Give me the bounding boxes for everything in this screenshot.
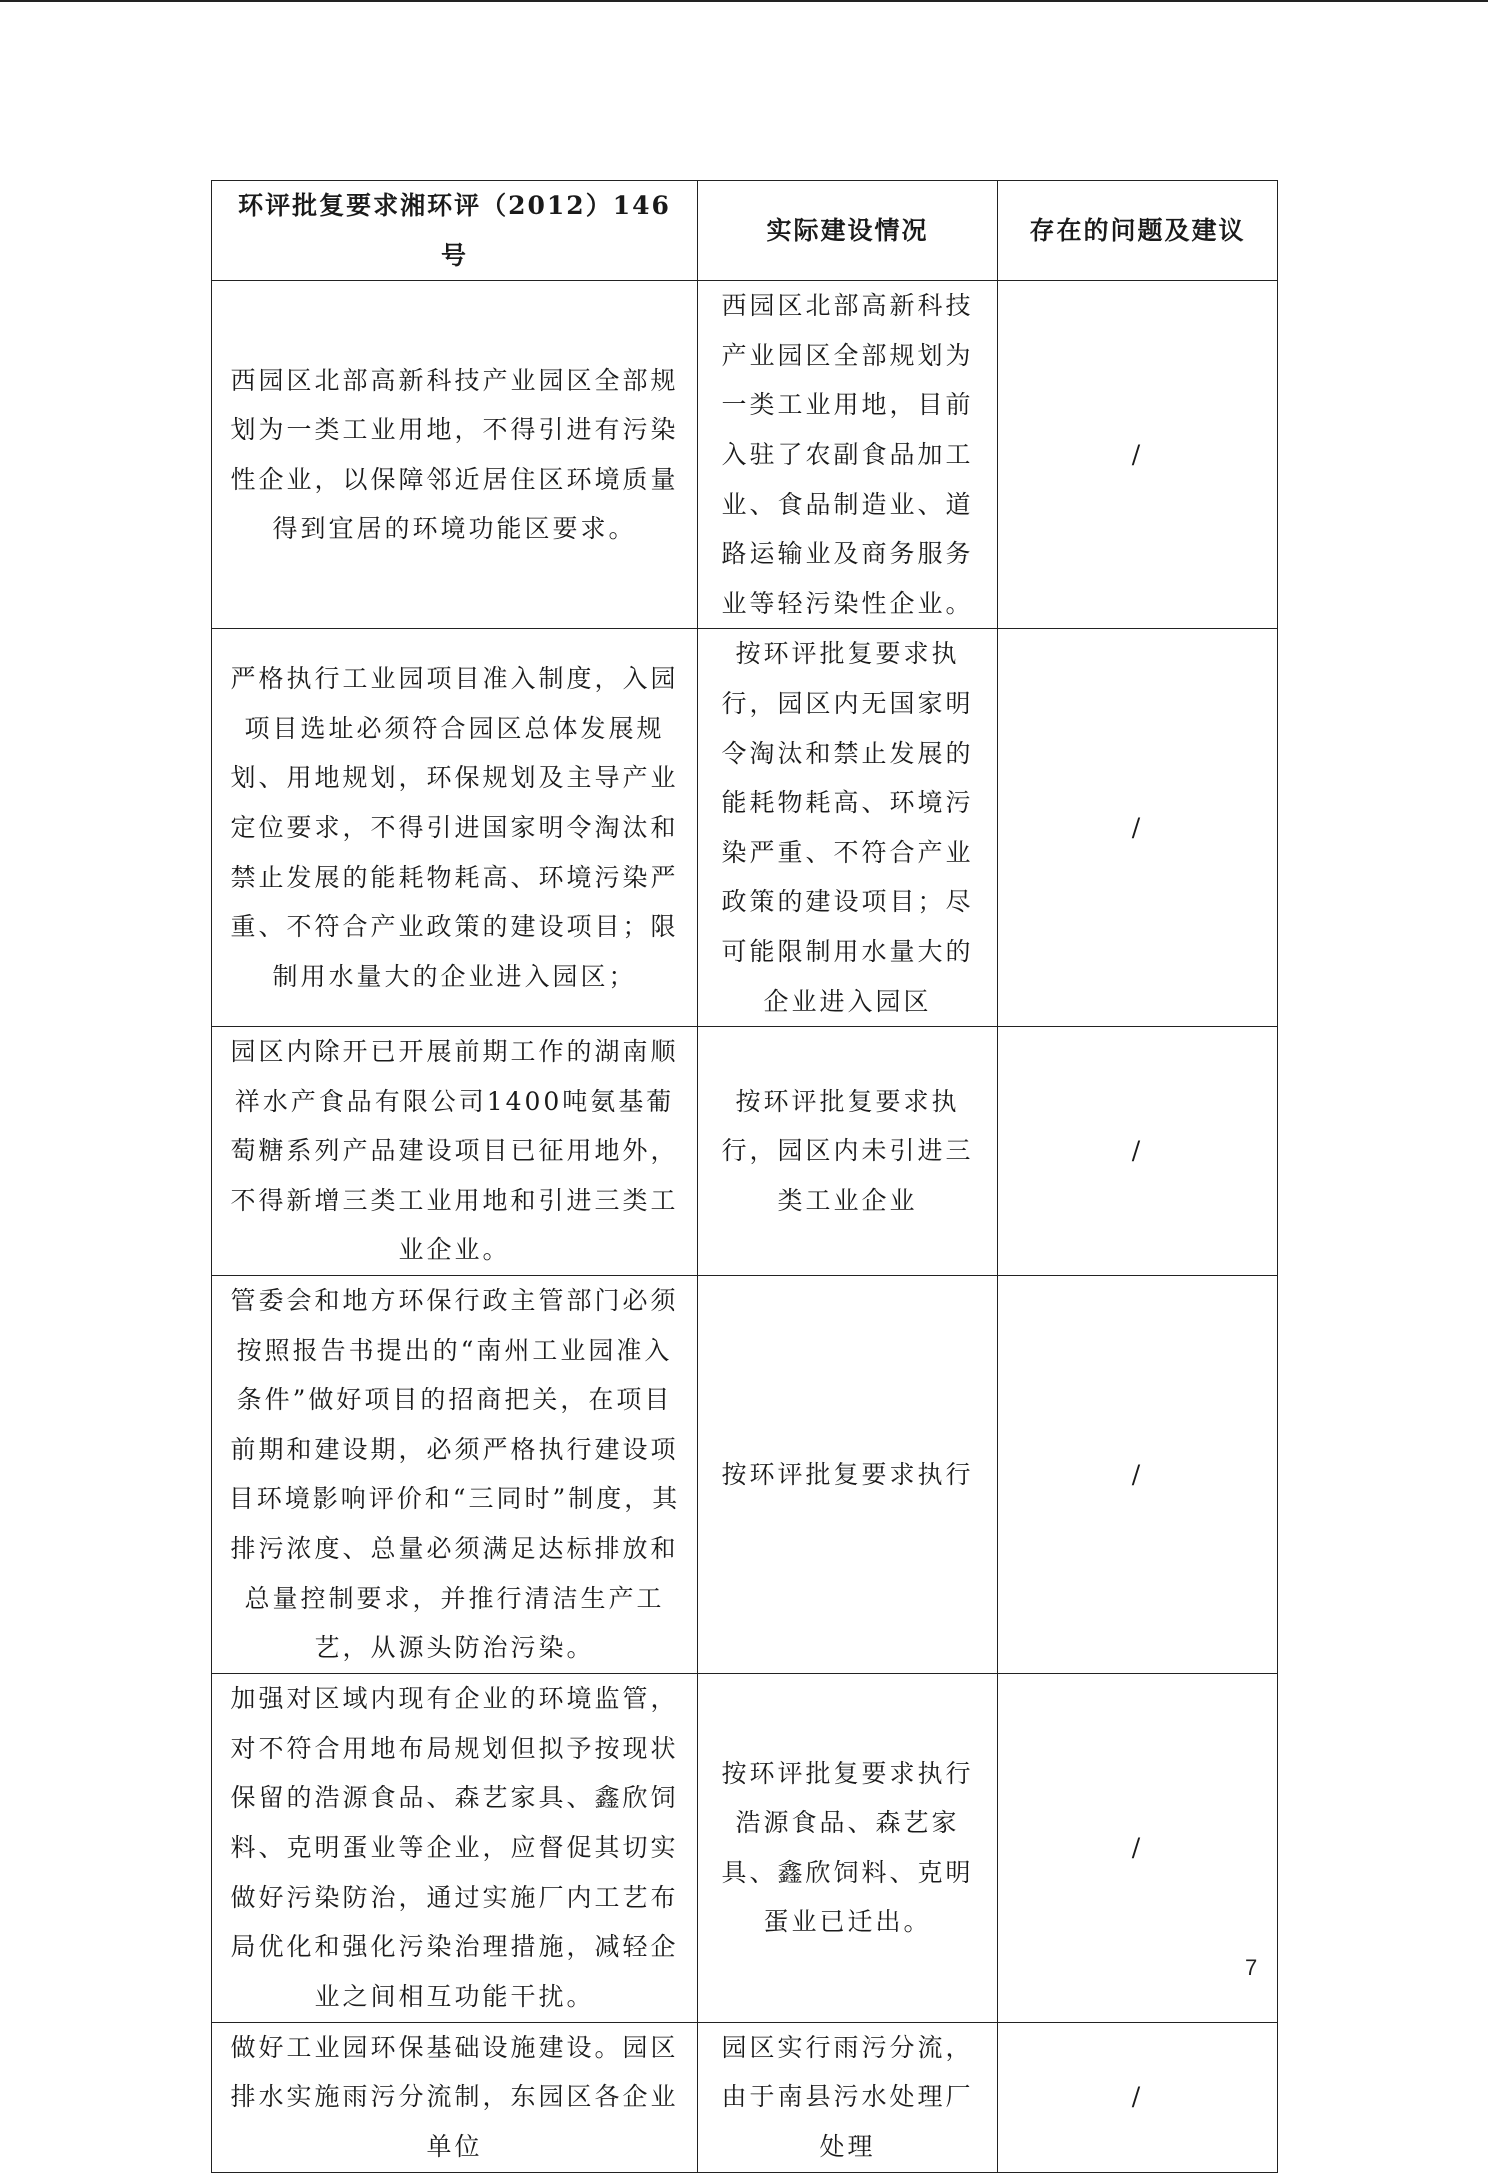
page-number: 7 [1245,1955,1258,1980]
requirement-cell: 园区内除开已开展前期工作的湖南顺祥水产食品有限公司1400吨氨基葡萄糖系列产品建设项目已征用地外，不得新增三类工业用地和引进三类工业企业。 [212,1027,698,1276]
table-row [212,1673,1278,2022]
actual-cell: 按环评批复要求执行，园区内未引进三类工业企业 [698,1027,998,1276]
actual-cell: 园区实行雨污分流，由于南县污水处理厂处理 [698,2022,998,2172]
issue-cell: / [998,2022,1278,2172]
page-top-border [0,0,1488,2]
header-actual: 实际建设情况 [698,181,998,281]
issue-cell: / [998,1027,1278,1276]
issue-cell: / [998,629,1278,1027]
table-row [212,1276,1278,1674]
actual-cell: 西园区北部高新科技产业园区全部规划为一类工业用地，目前入驻了农副食品加工业、食品制造业、道路运输业及商务服务业等轻污染性企业。 [698,281,998,629]
actual-cell: 按环评批复要求执行，园区内无国家明令淘汰和禁止发展的能耗物耗高、环境污染严重、不符合产业政策的建设项目；尽可能限制用水量大的企业进入园区 [698,629,998,1027]
issue-cell: / [998,1673,1278,2022]
header-requirement: 环评批复要求湘环评（2012）146号 [212,181,698,281]
table-header-row [212,181,1278,281]
requirement-cell: 严格执行工业园项目准入制度，入园项目选址必须符合园区总体发展规划、用地规划，环保规划及主导产业定位要求，不得引进国家明令淘汰和禁止发展的能耗物耗高、环境污染严重、不符合产业政策的建设项目；限制用水量大的企业进入园区； [212,629,698,1027]
approval-compliance-table [211,180,1278,2173]
table-row [212,1027,1278,1276]
table-row [212,629,1278,1027]
actual-cell: 按环评批复要求执行 [698,1276,998,1674]
issue-cell: / [998,281,1278,629]
requirement-cell: 管委会和地方环保行政主管部门必须按照报告书提出的“南州工业园准入条件”做好项目的招商把关，在项目前期和建设期，必须严格执行建设项目环境影响评价和“三同时”制度，其排污浓度、总量必须满足达标排放和总量控制要求，并推行清洁生产工艺，从源头防治污染。 [212,1276,698,1674]
issue-cell: / [998,1276,1278,1674]
actual-cell: 按环评批复要求执行浩源食品、森艺家具、鑫欣饲料、克明蛋业已迁出。 [698,1673,998,2022]
table-row [212,281,1278,629]
requirement-cell: 加强对区域内现有企业的环境监管，对不符合用地布局规划但拟予按现状保留的浩源食品、森艺家具、鑫欣饲料、克明蛋业等企业，应督促其切实做好污染防治，通过实施厂内工艺布局优化和强化污染治理措施，减轻企业之间相互功能干扰。 [212,1673,698,2022]
table-row [212,2022,1278,2172]
requirement-cell: 西园区北部高新科技产业园区全部规划为一类工业用地，不得引进有污染性企业，以保障邻近居住区环境质量得到宜居的环境功能区要求。 [212,281,698,629]
header-issue: 存在的问题及建议 [998,181,1278,281]
requirement-cell: 做好工业园环保基础设施建设。园区排水实施雨污分流制，东园区各企业单位 [212,2022,698,2172]
